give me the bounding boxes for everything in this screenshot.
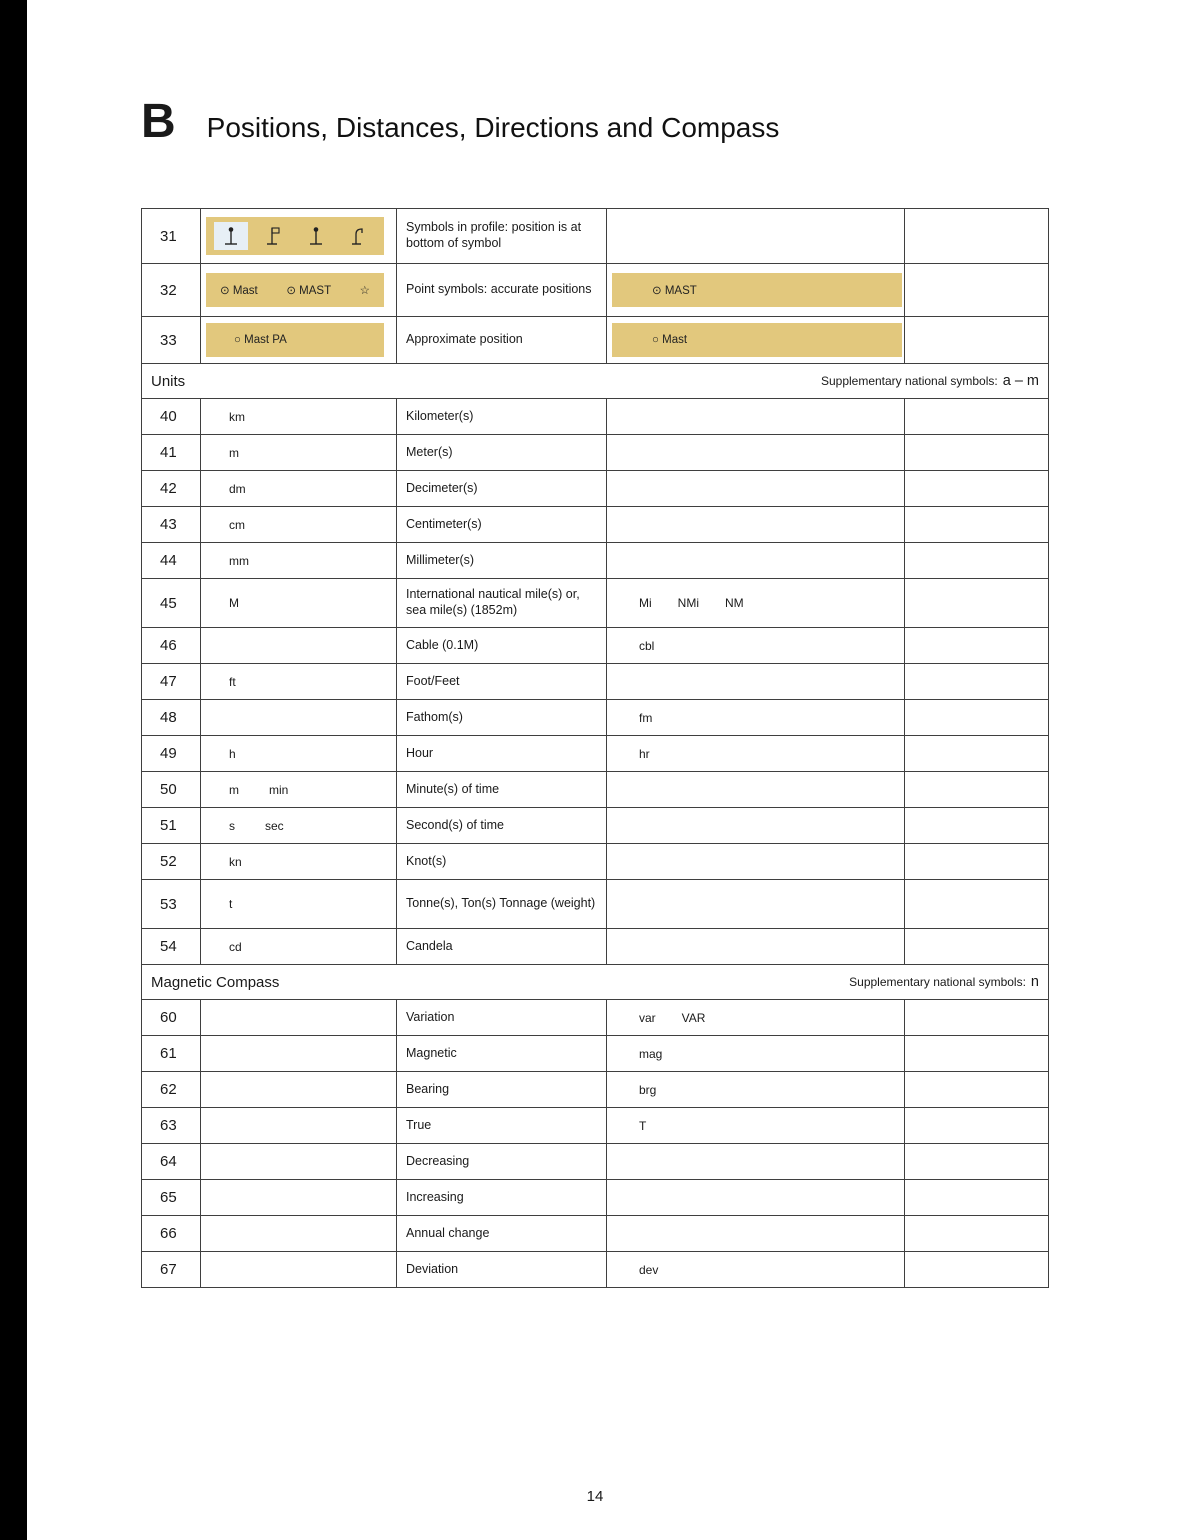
intl-cell	[607, 507, 905, 542]
national-symbol-cell	[905, 1000, 1048, 1035]
symbol-text: ⊙ Mast	[220, 285, 258, 297]
national-symbol-cell	[905, 628, 1048, 663]
intl-cell	[607, 435, 905, 470]
row-number: 49	[142, 736, 201, 771]
symbol-cell	[201, 1036, 397, 1071]
intl-abbreviation: Mi	[639, 596, 652, 610]
table-row	[142, 1144, 1048, 1180]
intl-abbreviation: NMi	[677, 596, 699, 610]
description	[397, 808, 607, 843]
table-row	[142, 880, 1048, 929]
intl-cell	[607, 543, 905, 578]
national-symbol-cell	[905, 435, 1048, 470]
row-number: 66	[142, 1216, 201, 1251]
symbol-text: ⊙ MAST	[286, 285, 332, 297]
crane-icon	[342, 222, 376, 250]
abbreviation: km	[229, 409, 245, 424]
symbol-cell	[201, 209, 397, 263]
section-label: Magnetic Compass	[151, 973, 280, 991]
row-number: 65	[142, 1180, 201, 1215]
row-number: 48	[142, 700, 201, 735]
intl-abbreviation: fm	[639, 710, 653, 725]
row-number: 52	[142, 844, 201, 879]
table-row	[142, 471, 1048, 507]
description	[397, 1072, 607, 1107]
national-symbol-cell	[905, 929, 1048, 964]
intl-cell	[607, 317, 905, 363]
description	[397, 1216, 607, 1251]
supplementary-ref: a – m	[1002, 373, 1039, 389]
page-number: 14	[586, 1488, 604, 1505]
flagstaff-icon	[257, 222, 291, 250]
scan-edge	[0, 0, 27, 1540]
table-row	[142, 844, 1048, 880]
description-text: Magnetic	[406, 1045, 457, 1060]
table-row	[142, 808, 1048, 844]
description	[397, 844, 607, 879]
table-row	[142, 736, 1048, 772]
description-text: International nautical mile(s) or, sea mile(s) (1852m)	[406, 587, 580, 617]
national-symbol-cell	[905, 1252, 1048, 1287]
row-number: 33	[142, 317, 201, 363]
abbreviation: kn	[229, 854, 242, 869]
abbreviation: s	[229, 818, 235, 833]
intl-symbol-box	[612, 273, 902, 307]
table-row	[142, 1180, 1048, 1216]
table-row	[142, 772, 1048, 808]
table-row	[142, 507, 1048, 543]
national-symbol-cell	[905, 1216, 1048, 1251]
intl-abbreviation: cbl	[639, 638, 655, 653]
description-text: Decreasing	[406, 1153, 470, 1168]
description-text: Centimeter(s)	[406, 516, 482, 531]
row-number: 44	[142, 543, 201, 578]
symbol-table	[141, 208, 1049, 1288]
section-header-row	[142, 364, 1048, 399]
supplementary-note	[821, 373, 1039, 389]
national-symbol-cell	[905, 399, 1048, 434]
national-symbol-cell	[905, 880, 1048, 928]
table-row	[142, 929, 1048, 965]
intl-cell	[607, 1180, 905, 1215]
intl-cell	[607, 880, 905, 928]
intl-cell	[607, 1216, 905, 1251]
national-symbol-cell	[905, 264, 1048, 316]
row-number: 61	[142, 1036, 201, 1071]
table-row	[142, 1000, 1048, 1036]
symbol-cell	[201, 435, 397, 470]
description-text: Hour	[406, 745, 434, 760]
symbol-cell	[201, 264, 397, 316]
description	[397, 1108, 607, 1143]
description-text: Deviation	[406, 1261, 459, 1276]
symbol-text: ○ Mast PA	[234, 334, 287, 346]
table-row	[142, 317, 1048, 364]
description-text: Increasing	[406, 1189, 464, 1204]
intl-cell	[607, 929, 905, 964]
intl-symbol-box	[612, 323, 902, 357]
symbol-cell	[201, 1216, 397, 1251]
intl-cell	[607, 1036, 905, 1071]
row-number: 42	[142, 471, 201, 506]
symbol-cell	[201, 507, 397, 542]
description-text: Foot/Feet	[406, 673, 460, 688]
description-text: Symbols in profile: position is at bottom of symbol	[406, 220, 582, 250]
symbol-cell	[201, 1000, 397, 1035]
table-row	[142, 700, 1048, 736]
description	[397, 399, 607, 434]
description	[397, 700, 607, 735]
intl-cell	[607, 399, 905, 434]
intl-cell	[607, 772, 905, 807]
intl-cell	[607, 209, 905, 263]
row-number: 41	[142, 435, 201, 470]
description-text: True	[406, 1117, 432, 1132]
description	[397, 435, 607, 470]
table-row	[142, 1036, 1048, 1072]
row-number: 51	[142, 808, 201, 843]
description-text: Decimeter(s)	[406, 480, 478, 495]
table-row	[142, 1216, 1048, 1252]
row-number: 53	[142, 880, 201, 928]
description	[397, 471, 607, 506]
intl-cell	[607, 808, 905, 843]
description-text: Knot(s)	[406, 853, 447, 868]
national-symbol-cell	[905, 1144, 1048, 1179]
description-text: Approximate position	[406, 332, 523, 347]
intl-cell	[607, 1252, 905, 1287]
national-symbol-cell	[905, 1108, 1048, 1143]
intl-cell	[607, 1072, 905, 1107]
intl-cell	[607, 844, 905, 879]
description	[397, 664, 607, 699]
intl-abbreviation: var	[639, 1010, 656, 1025]
intl-abbreviation: T	[639, 1118, 647, 1133]
intl-abbreviation: brg	[639, 1082, 657, 1097]
row-number: 40	[142, 399, 201, 434]
national-symbol-cell	[905, 664, 1048, 699]
description	[397, 1036, 607, 1071]
description	[397, 1000, 607, 1035]
abbreviation: t	[229, 897, 233, 911]
row-number: 64	[142, 1144, 201, 1179]
section-label: Units	[151, 372, 186, 390]
national-symbol-cell	[905, 317, 1048, 363]
national-symbol-cell	[905, 507, 1048, 542]
intl-abbreviation: NM	[725, 596, 744, 610]
row-number: 46	[142, 628, 201, 663]
description	[397, 317, 607, 363]
row-number: 31	[142, 209, 201, 263]
row-number: 43	[142, 507, 201, 542]
symbol-cell	[201, 1252, 397, 1287]
intl-cell	[607, 1144, 905, 1179]
row-number: 62	[142, 1072, 201, 1107]
national-symbol-cell	[905, 209, 1048, 263]
description	[397, 543, 607, 578]
table-row	[142, 664, 1048, 700]
description-text: Annual change	[406, 1225, 490, 1240]
national-symbol-cell	[905, 579, 1048, 627]
description	[397, 1252, 607, 1287]
abbreviation: sec	[265, 818, 284, 833]
symbol-cell	[201, 317, 397, 363]
national-symbol-cell	[905, 700, 1048, 735]
intl-symbol-text: ○ Mast	[652, 334, 688, 346]
table-row	[142, 1072, 1048, 1108]
symbol-cell	[201, 700, 397, 735]
national-symbol-cell	[905, 1036, 1048, 1071]
symbol-cell	[201, 772, 397, 807]
symbol-cell	[201, 579, 397, 627]
symbol-cell	[201, 471, 397, 506]
description-text: Variation	[406, 1009, 455, 1024]
symbol-cell	[201, 399, 397, 434]
description	[397, 736, 607, 771]
table-row	[142, 1252, 1048, 1287]
section-header-row	[142, 965, 1048, 1000]
mast-icon	[214, 222, 248, 250]
row-number: 47	[142, 664, 201, 699]
abbreviation: dm	[229, 481, 246, 496]
description	[397, 772, 607, 807]
description-text: Tonne(s), Ton(s) Tonnage (weight)	[406, 896, 596, 911]
supplementary-text: Supplementary national symbols:	[849, 975, 1026, 989]
table-row	[142, 1108, 1048, 1144]
table-row	[142, 399, 1048, 435]
supplementary-text: Supplementary national symbols:	[820, 374, 998, 388]
national-symbol-cell	[905, 543, 1048, 578]
abbreviation: min	[269, 782, 289, 797]
symbol-cell	[201, 880, 397, 928]
description	[397, 507, 607, 542]
intl-cell	[607, 736, 905, 771]
row-number: 32	[142, 264, 201, 316]
table-row	[142, 435, 1048, 471]
intl-cell	[607, 628, 905, 663]
symbol-cell	[201, 1180, 397, 1215]
intl-cell	[607, 700, 905, 735]
intl-abbreviation: mag	[639, 1046, 663, 1061]
description	[397, 1144, 607, 1179]
symbol-cell	[201, 844, 397, 879]
intl-cell	[607, 264, 905, 316]
symbol-box	[206, 323, 384, 357]
page-header	[141, 94, 779, 149]
symbol-cell	[201, 543, 397, 578]
description	[397, 579, 607, 627]
description-text: Point symbols: accurate positions	[406, 282, 592, 297]
national-symbol-cell	[905, 772, 1048, 807]
description-text: Second(s) of time	[406, 817, 504, 832]
table-row	[142, 264, 1048, 317]
national-symbol-cell	[905, 844, 1048, 879]
section-letter: B	[141, 95, 177, 148]
intl-cell	[607, 579, 905, 627]
description-text: Kilometer(s)	[406, 408, 474, 423]
description-text: Minute(s) of time	[406, 781, 500, 796]
symbol-cell	[201, 664, 397, 699]
symbol-box	[206, 217, 384, 255]
symbol-cell	[201, 929, 397, 964]
row-number: 63	[142, 1108, 201, 1143]
description	[397, 929, 607, 964]
intl-abbreviation: VAR	[681, 1010, 706, 1025]
abbreviation: M	[229, 596, 239, 610]
row-number: 50	[142, 772, 201, 807]
row-number: 45	[142, 579, 201, 627]
row-number: 60	[142, 1000, 201, 1035]
table-row	[142, 209, 1048, 264]
intl-abbreviation: dev	[639, 1262, 659, 1277]
abbreviation: cm	[229, 517, 245, 532]
abbreviation: cd	[229, 939, 242, 954]
description-text: Cable (0.1M)	[406, 637, 479, 652]
row-number: 67	[142, 1252, 201, 1287]
abbreviation: ft	[229, 674, 236, 689]
national-symbol-cell	[905, 808, 1048, 843]
intl-cell	[607, 1108, 905, 1143]
description	[397, 209, 607, 263]
page-title: Positions, Distances, Directions and Compass	[206, 112, 780, 143]
description	[397, 628, 607, 663]
abbreviation: h	[229, 746, 236, 761]
intl-abbreviation: hr	[639, 746, 650, 761]
table-row	[142, 579, 1048, 628]
symbol-cell	[201, 808, 397, 843]
national-symbol-cell	[905, 1180, 1048, 1215]
abbreviation: mm	[229, 553, 249, 568]
supplementary-note	[849, 974, 1039, 990]
intl-symbol-text: ⊙ MAST	[652, 285, 697, 297]
national-symbol-cell	[905, 471, 1048, 506]
description	[397, 264, 607, 316]
abbreviation: m	[229, 782, 239, 797]
symbol-cell	[201, 736, 397, 771]
description-text: Millimeter(s)	[406, 552, 475, 567]
mast-icon	[299, 222, 333, 250]
national-symbol-cell	[905, 736, 1048, 771]
symbol-cell	[201, 1072, 397, 1107]
intl-cell	[607, 664, 905, 699]
intl-cell	[607, 1000, 905, 1035]
description-text: Candela	[406, 938, 453, 953]
supplementary-ref: n	[1030, 974, 1039, 990]
table-row	[142, 628, 1048, 664]
symbol-cell	[201, 628, 397, 663]
row-number: 54	[142, 929, 201, 964]
symbol-cell	[201, 1144, 397, 1179]
national-symbol-cell	[905, 1072, 1048, 1107]
symbol-text: ☆	[359, 285, 370, 297]
description	[397, 880, 607, 928]
intl-cell	[607, 471, 905, 506]
description-text: Bearing	[406, 1081, 450, 1096]
symbol-box	[206, 273, 384, 307]
table-row	[142, 543, 1048, 579]
description	[397, 1180, 607, 1215]
description-text: Meter(s)	[406, 444, 453, 459]
symbol-cell	[201, 1108, 397, 1143]
description-text: Fathom(s)	[406, 709, 463, 724]
abbreviation: m	[229, 445, 239, 460]
